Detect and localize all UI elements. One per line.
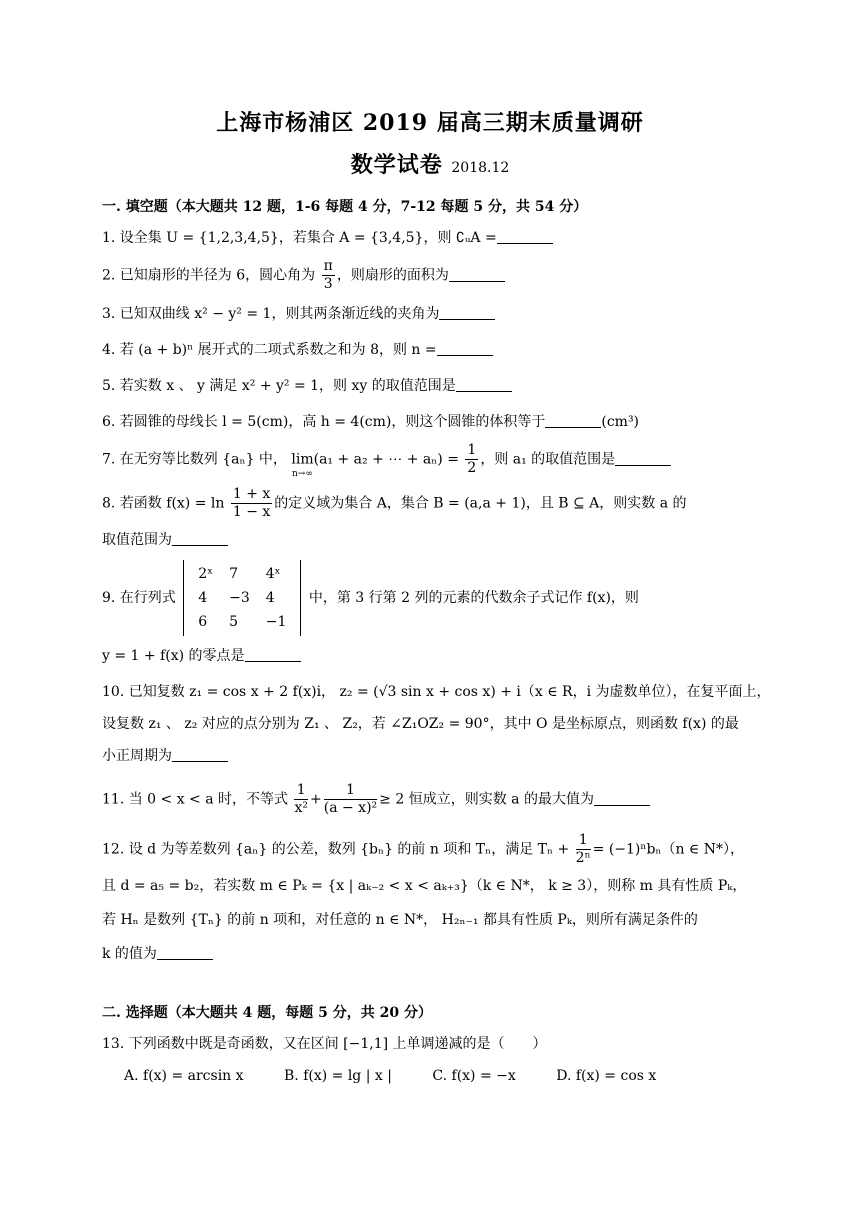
denominator: 2 <box>467 460 477 476</box>
question-10 <box>102 682 782 702</box>
det-cell: 4ˣ <box>265 566 281 582</box>
det-cell: 4 <box>198 590 208 606</box>
question-2 <box>102 258 782 293</box>
question-12-text: 12. 设 d 为等差数列 {aₙ} 的公差，数列 {bₙ} 的前 n 项和 Tₙ，满足 Tₙ + <box>102 841 570 858</box>
question-3 <box>102 304 782 324</box>
question-7 <box>102 442 782 477</box>
question-9 <box>102 560 782 636</box>
section-fill-blank-header: 一. 填空题（本大题共 12 题，1-6 每题 4 分，7-12 每题 5 分，共 54 分） <box>102 199 588 215</box>
question-1 <box>102 228 782 248</box>
question-13-text: 13. 下列函数中既是奇函数，又在区间 [−1,1] 上单调递减的是（ ） <box>102 1036 547 1052</box>
det-cell: 5 <box>229 614 239 630</box>
denominator: 3 <box>323 276 333 292</box>
fraction <box>576 832 591 867</box>
question-12-text-cont: 且 d = a₅ = b₂，若实数 m ∈ Pₖ = {x | aₖ₋₂ < x < aₖ₊₃}（k ∈ N*， k ≥ 3），则称 m 具有性质 Pₖ， <box>102 878 747 894</box>
numerator: 1 <box>467 442 477 458</box>
denominator: (a − x)² <box>323 800 378 816</box>
section-multiple-choice-header: 二. 选择题（本大题共 4 题，每题 5 分，共 20 分） <box>102 1005 432 1021</box>
det-cell: 7 <box>229 566 239 582</box>
exam-subtitle <box>0 148 860 179</box>
answer-blank <box>449 267 505 282</box>
answer-blank <box>545 413 601 428</box>
numerator: π <box>323 258 333 274</box>
det-cell: 6 <box>198 614 208 630</box>
question-8-text-tail: 的定义域为集合 A，集合 B = (a,a + 1)，且 B ⊆ A，则实数 a 的 <box>274 495 687 512</box>
fraction <box>465 442 478 477</box>
question-12-cont <box>102 876 782 896</box>
question-4 <box>102 340 782 360</box>
answer-blank <box>456 377 512 392</box>
answer-blank <box>172 747 228 762</box>
answer-blank <box>594 791 650 806</box>
question-9-text: 9. 在行列式 <box>102 590 176 606</box>
answer-blank <box>157 945 213 960</box>
question-1-text: 1. 设全集 U = {1,2,3,4,5}，若集合 A = {3,4,5}，则 ∁ᵤA = <box>102 230 497 246</box>
answer-blank <box>437 341 493 356</box>
question-13 <box>102 1034 782 1054</box>
question-2-text: 2. 已知扇形的半径为 6，圆心角为 <box>102 267 316 284</box>
fraction <box>324 782 377 817</box>
det-cell: 4 <box>265 590 275 606</box>
denominator: 2ⁿ <box>575 850 591 866</box>
denominator: 1 − x <box>232 504 271 520</box>
subtitle-text: 数学试卷 <box>350 152 443 178</box>
numerator: 1 <box>294 782 308 800</box>
question-12-cont2 <box>102 910 782 930</box>
question-9-cont <box>102 646 782 666</box>
det-cell: 2ˣ <box>198 566 214 582</box>
question-11: 11. 当 0 < x < a 时，不等式 $\frac{1}{\text{x²}}$ + $\frac{1}{\text{(a − x)²}}$ ≥ 2 恒成立，则实数 a 的最大值为 <box>102 782 782 817</box>
exam-title: 上海市杨浦区 2019 届高三期末质量调研 <box>216 110 644 136</box>
answer-blank <box>439 305 495 320</box>
question-9-text-tail: 中，第 3 行第 2 列的元素的代数余子式记作 f(x)，则 <box>308 590 639 606</box>
question-8-text-cont: 取值范围为 <box>102 532 172 548</box>
question-6-text: 6. 若圆锥的母线长 l = 5(cm)，高 h = 4(cm)，则这个圆锥的体积等于 <box>102 414 546 430</box>
question-12-cont3 <box>102 944 782 964</box>
choice-a: A. f(x) = arcsin x <box>124 1068 244 1084</box>
question-10-text-cont: 设复数 z₁ 、 z₂ 对应的点分别为 Z₁ 、 Z₂，若 ∠Z₁OZ₂ = 90°，其中 O 是坐标原点，则函数 f(x) 的最 <box>102 716 739 732</box>
question-7-text: 7. 在无穷等比数列 {aₙ} 中， lim(a₁ + a₂ + ⋯ + aₙ) = <box>102 451 459 468</box>
answer-blank <box>172 531 228 546</box>
determinant <box>183 560 301 636</box>
fraction <box>322 258 335 293</box>
answer-blank <box>615 451 671 466</box>
question-12-text-cont2: 若 Hₙ 是数列 {Tₙ} 的前 n 项和，对任意的 n ∈ N*， H₂ₙ₋₁ 都具有性质 Pₖ，则所有满足条件的 <box>102 912 698 928</box>
question-10-text-cont2: 小正周期为 <box>102 748 172 764</box>
question-12-text-tail: = (−1)ⁿbₙ（n ∈ N*）， <box>592 841 744 858</box>
question-10-cont2 <box>102 746 782 766</box>
question-3-text: 3. 已知双曲线 x² − y² = 1，则其两条渐近线的夹角为 <box>102 306 440 322</box>
numerator: 1 <box>324 782 377 800</box>
fraction <box>294 782 308 817</box>
question-11-text-tail: ≥ 2 恒成立，则实数 a 的最大值为 <box>379 791 594 808</box>
question-8 <box>102 486 782 521</box>
question-5-text: 5. 若实数 x 、 y 满足 x² + y² = 1，则 xy 的取值范围是 <box>102 378 456 394</box>
question-10-text: 10. 已知复数 z₁ = cos x + 2 f(x)i， z₂ = (√3 sin x + cos x) + i（x ∈ R，i 为虚数单位），在复平面上， <box>102 684 771 700</box>
question-8-text: 8. 若函数 f(x) = ln <box>102 495 225 512</box>
limit-subscript: n→∞ <box>292 469 313 479</box>
numerator: 1 + x <box>232 486 271 502</box>
question-13-choices <box>124 1068 692 1084</box>
fraction <box>231 486 272 521</box>
answer-blank <box>245 647 301 662</box>
choice-d: D. f(x) = cos x <box>556 1068 657 1084</box>
exam-date: 2018.12 <box>451 160 510 176</box>
question-8-cont <box>102 530 782 550</box>
question-6-unit: (cm³) <box>601 414 640 430</box>
choice-b: B. f(x) = lg | x | <box>284 1068 392 1084</box>
question-10-cont <box>102 714 782 734</box>
question-9-text-cont: y = 1 + f(x) 的零点是 <box>102 648 245 664</box>
det-cell: −3 <box>229 590 250 606</box>
question-5 <box>102 376 782 396</box>
question-4-text: 4. 若 (a + b)ⁿ 展开式的二项式系数之和为 8，则 n = <box>102 342 437 358</box>
det-cell: −1 <box>265 614 287 630</box>
question-11-text: 11. 当 0 < x < a 时，不等式 <box>102 791 289 808</box>
numerator: 1 <box>576 832 591 850</box>
question-12-text-cont3: k 的值为 <box>102 946 157 962</box>
denominator: x² <box>294 800 308 816</box>
question-7-text-tail: ，则 a₁ 的取值范围是 <box>480 451 616 468</box>
determinant-grid <box>190 562 294 634</box>
answer-blank <box>497 229 553 244</box>
question-6 <box>102 412 782 432</box>
question-2-text-tail: ，则扇形的面积为 <box>336 267 449 284</box>
choice-c: C. f(x) = −x <box>432 1068 516 1084</box>
question-12 <box>102 832 782 867</box>
